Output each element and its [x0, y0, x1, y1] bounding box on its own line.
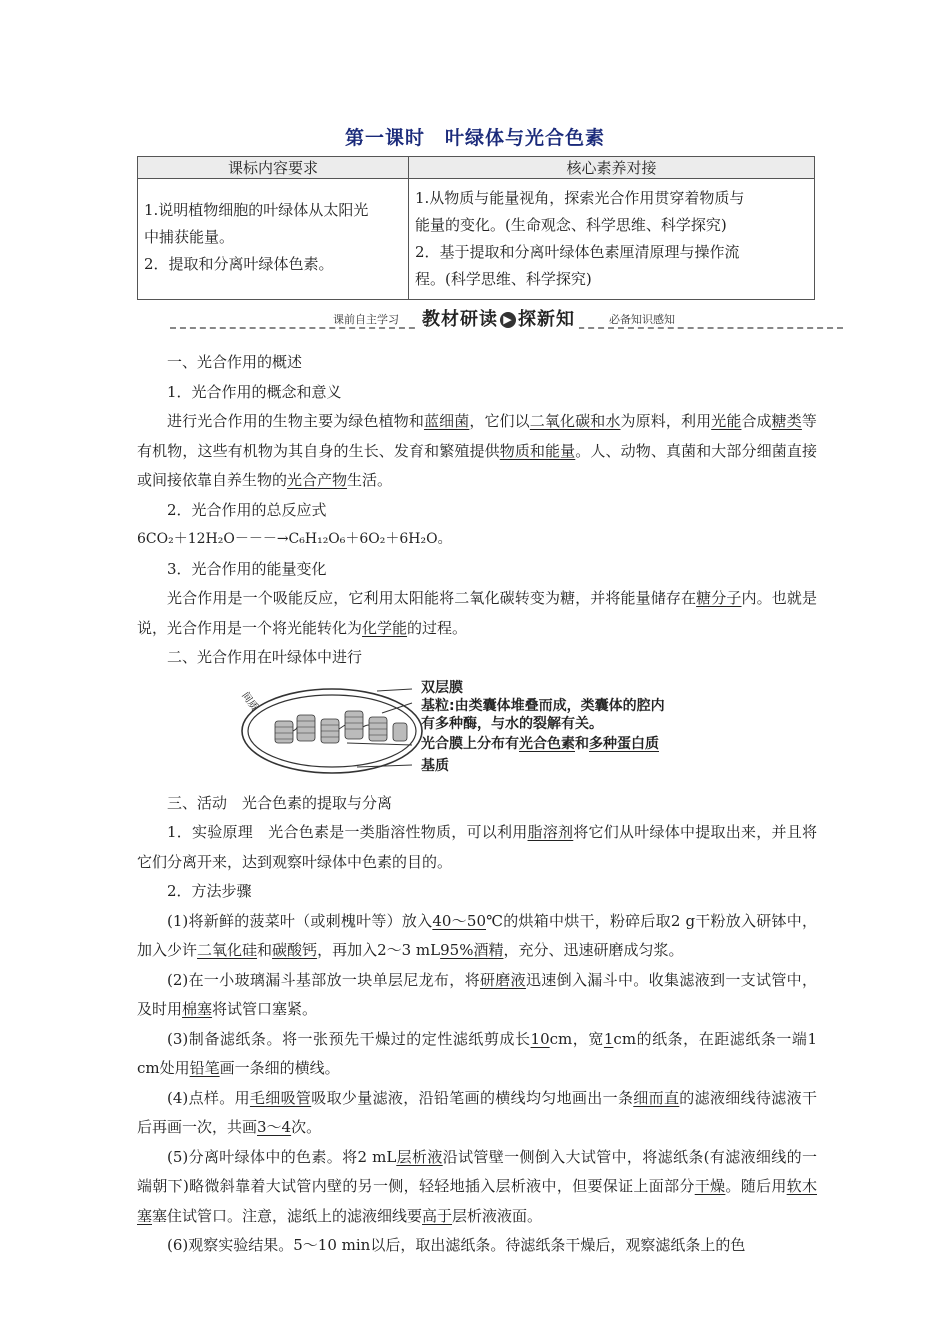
section-heading: 三、活动 光合色素的提取与分离: [167, 793, 393, 812]
banner-title: 教材研读 ▶ 探新知: [418, 305, 579, 331]
figure-label: 基质: [421, 757, 449, 774]
step: (1)将新鲜的菠菜叶（或刺槐叶等）放入40～50℃的烘箱中烘干，粉碎后取2 g干粉放入研钵中，加入少许二氧化硅和碳酸钙，再加入2～3 mL95%酒精，充分、迅速研磨成匀浆。: [137, 911, 817, 959]
subheading: 3．光合作用的能量变化: [167, 559, 327, 578]
banner-right-text: 必备知识感知: [606, 311, 678, 327]
figure-label: 光合膜上分布有光合色素和多种蛋白质: [421, 735, 659, 752]
step: (5)分离叶绿体中的色素。将2 mL层析液沿试管壁一侧倒入大试管中，将滤纸条(有滤液细线的一端朝下)略微斜靠着大试管内壁的另一侧，轻轻地插入层析液中，但要保证上面部分干燥。随后用软木塞塞住试管口。注意，滤纸上的滤液细线要高于层析液液面。: [137, 1147, 817, 1225]
table-cell-left: 1.说明植物细胞的叶绿体从太阳光 中捕获能量。 2．提取和分离叶绿体色素。: [138, 179, 409, 300]
section-heading: 二、光合作用在叶绿体中进行: [167, 648, 363, 666]
paragraph: 进行光合作用的生物主要为绿色植物和蓝细菌，它们以二氧化碳和水为原料，利用光能合成糖类等有机物，这些有机物为其自身的生长、发育和繁殖提供物质和能量。人、动物、真菌和大部分细菌直接或间接依靠自养生物的光合产物生活。: [137, 412, 817, 489]
page-title: 第一课时 叶绿体与光合色素: [344, 127, 605, 149]
step: (3)制备滤纸条。将一张预先干燥过的定性滤纸剪成长10cm，宽1cm的纸条，在距滤纸条一端1 cm处用铅笔画一条细的横线。: [137, 1029, 818, 1077]
step: (6)观察实验结果。5～10 min以后，取出滤纸条。待滤纸条干燥后，观察滤纸条上的色: [167, 1236, 746, 1254]
step: (2)在一小玻璃漏斗基部放一块单层尼龙布，将研磨液迅速倒入漏斗中。收集滤液到一支试管中，及时用棉塞将试管口塞紧。: [137, 970, 817, 1018]
figure-label: 基粒:由类囊体堆叠而成，类囊体的腔内: [421, 697, 665, 714]
figure-label: 有多种酶，与水的裂解有关。: [421, 715, 603, 732]
paragraph: 光合作用是一个吸能反应，它利用太阳能将二氧化碳转变为糖，并将能量储存在糖分子内。也就是说，光合作用是一个将光能转化为化学能的过程。: [137, 589, 817, 637]
chloroplast-diagram-icon: [237, 679, 437, 783]
arrow-icon: ▶: [500, 312, 516, 328]
subheading: 1．光合作用的概念和意义: [167, 382, 342, 401]
main-content: [137, 348, 817, 1261]
equation: 6CO₂＋12H₂O－－－→C₆H₁₂O₆＋6O₂＋6H₂O。: [137, 531, 452, 547]
table-header-right: 核心素养对接: [409, 157, 815, 179]
section-heading: 一、光合作用的概述: [167, 353, 303, 371]
figure-label: 双层膜: [421, 679, 463, 696]
subheading: 2．方法步骤: [167, 882, 252, 900]
table-cell-right: 1.从物质与能量视角，探索光合作用贯穿着物质与 能量的变化。(生命观念、科学思维、科学探究) 2．基于提取和分离叶绿体色素厘清原理与操作流 程。(科学思维、科学探究): [409, 179, 815, 300]
chloroplast-figure: [137, 679, 817, 783]
table-header-left: 课标内容要求: [138, 157, 409, 179]
requirements-table: [137, 156, 815, 300]
step: (4)点样。用毛细吸管吸取少量滤液，沿铅笔画的横线均匀地画出一条细而直的滤液细线待滤液干后再画一次，共画3～4次。: [137, 1088, 817, 1136]
subheading: 2．光合作用的总反应式: [167, 500, 327, 519]
paragraph: 1．实验原理 光合色素是一类脂溶性物质，可以利用脂溶剂将它们从叶绿体中提取出来，并且将它们分离开来，达到观察叶绿体中色素的目的。: [137, 823, 817, 871]
section-banner: [170, 305, 843, 335]
banner-left-text: 课前自主学习: [330, 311, 402, 327]
figure-side-label: 间质: [239, 689, 260, 713]
